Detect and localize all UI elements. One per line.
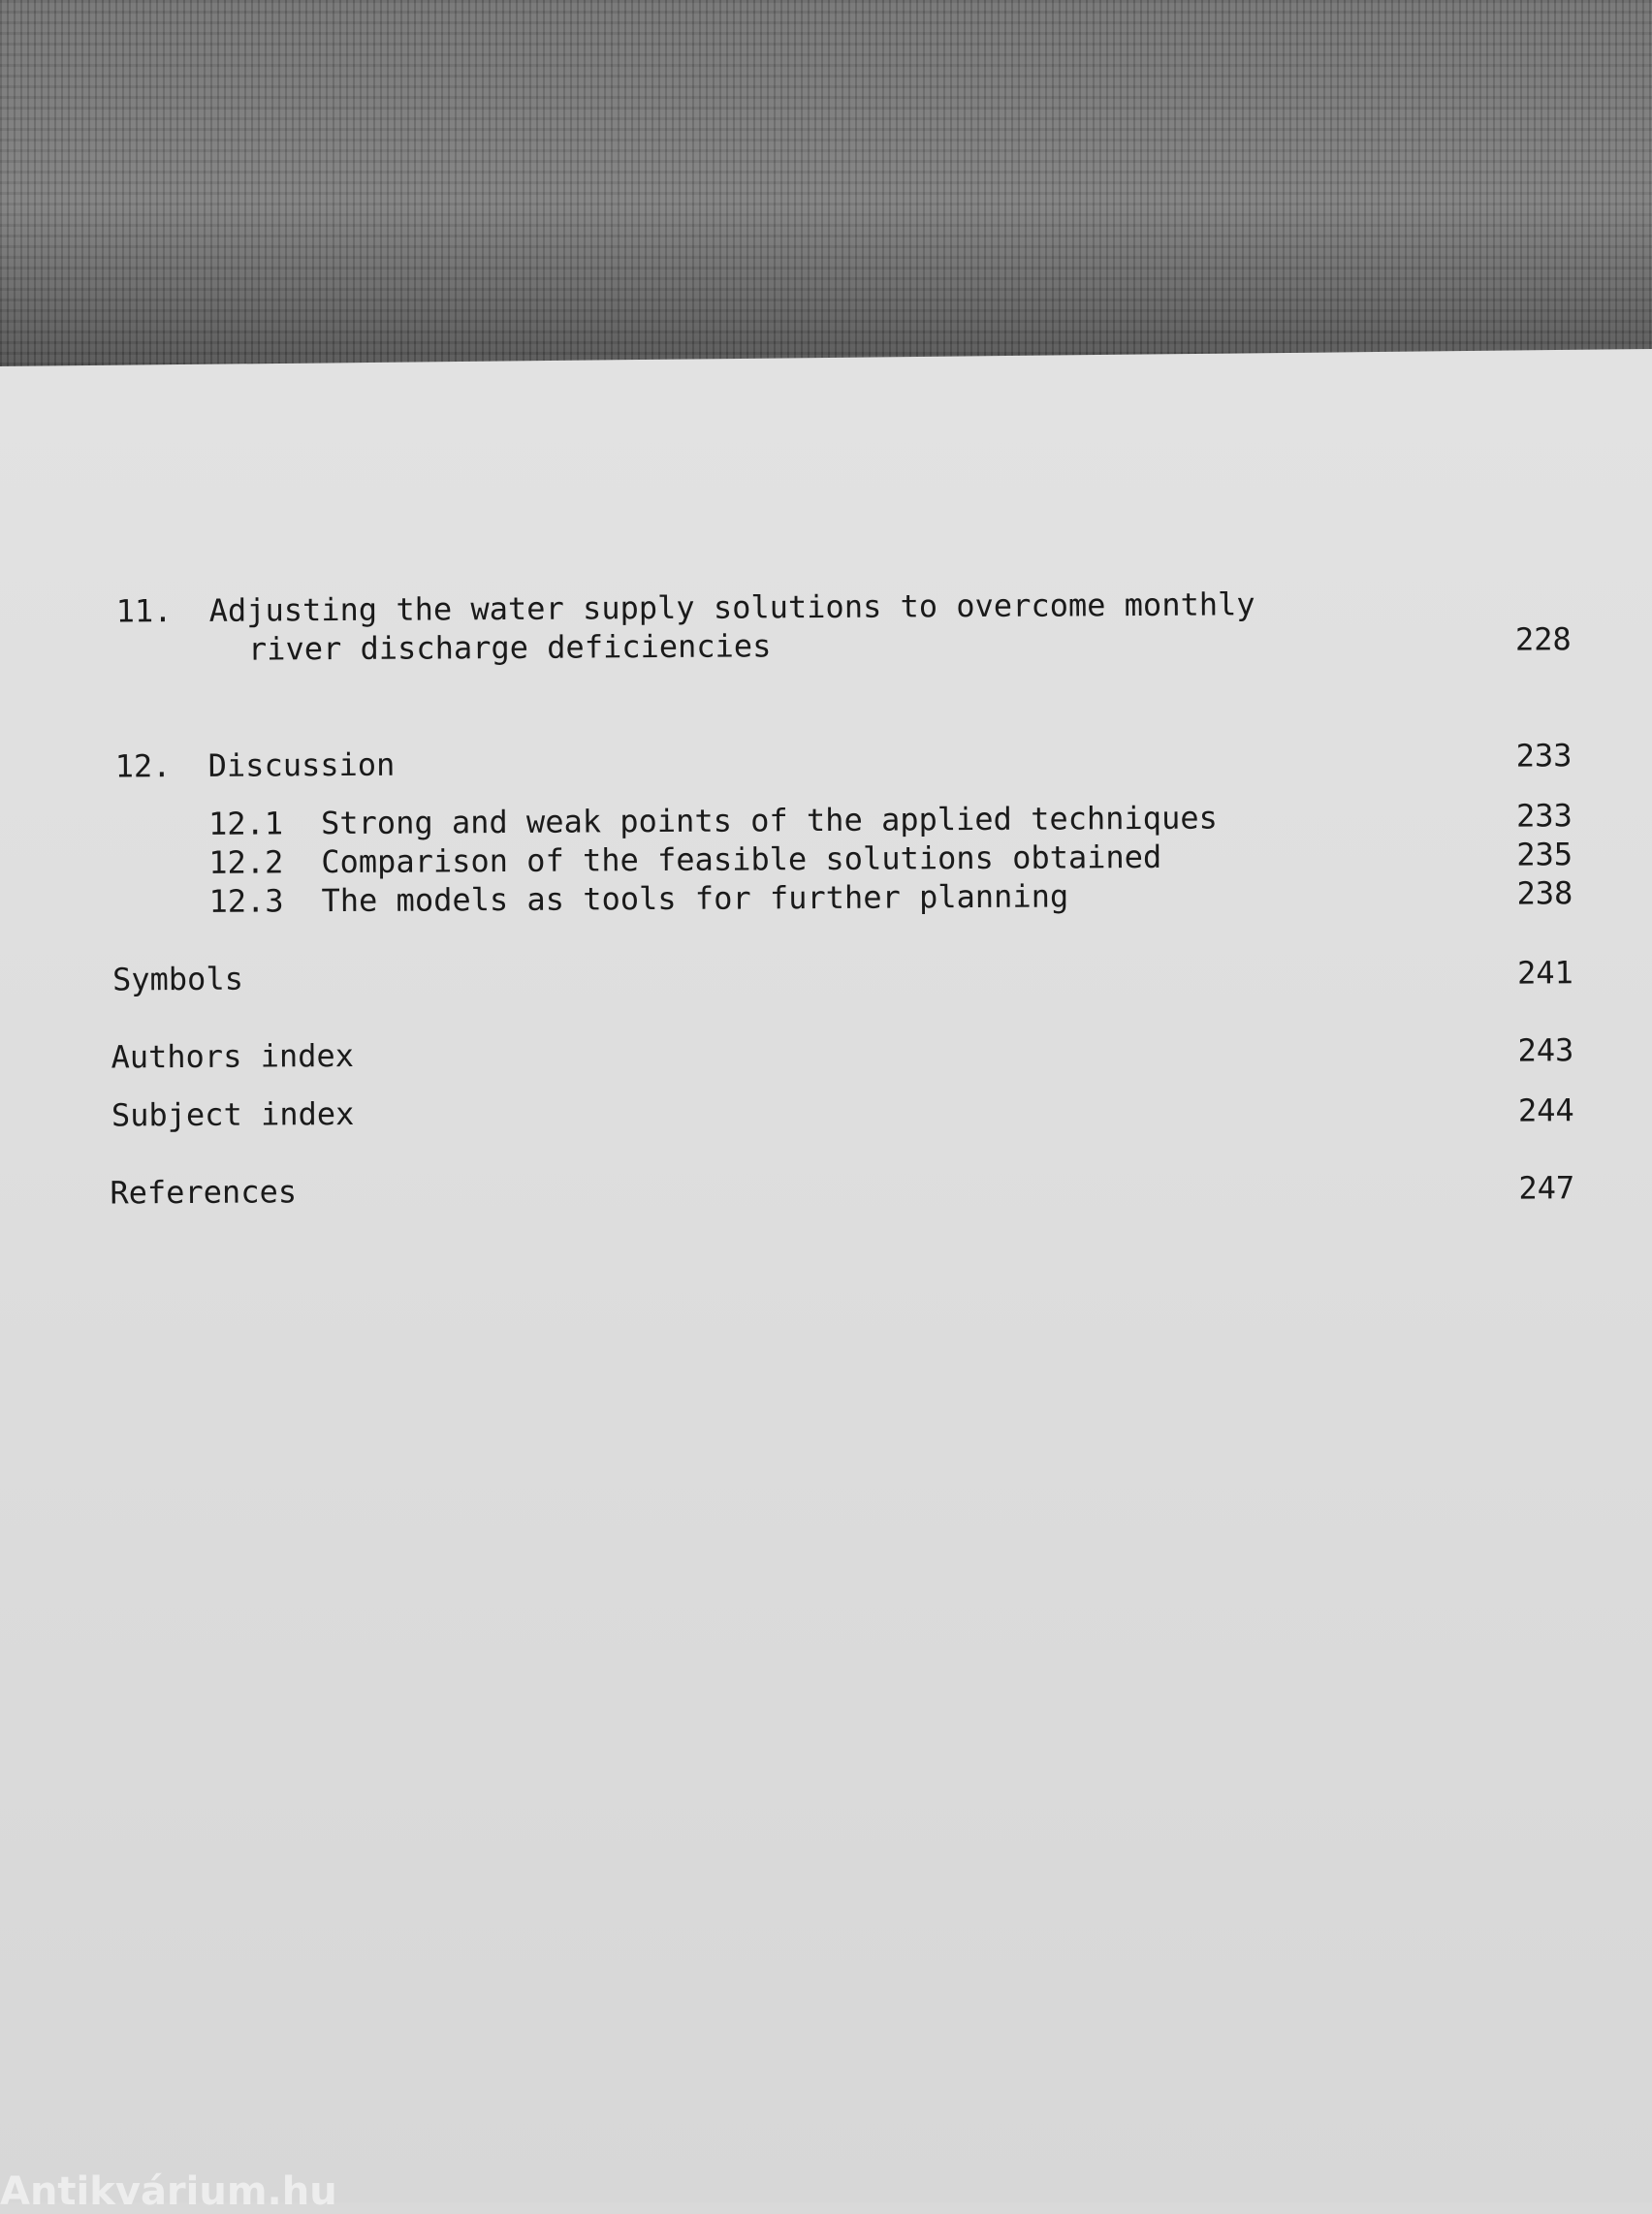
back-matter-title: Authors index <box>111 1036 355 1076</box>
page-number: 233 <box>1515 797 1573 835</box>
page-number: 238 <box>1516 874 1573 912</box>
section-number: 12.3 <box>208 882 284 920</box>
page-number: 235 <box>1516 836 1573 873</box>
back-matter-title: References <box>110 1173 298 1212</box>
chapter-title: Adjusting the water supply solutions to overcome monthly <box>208 585 1255 629</box>
section-number: 12.1 <box>207 805 284 842</box>
page-number: 233 <box>1515 737 1573 775</box>
watermark-logo: Antikvárium.hu <box>0 2169 337 2214</box>
back-matter-title: Symbols <box>111 960 244 998</box>
chapter-title: Discussion <box>207 745 396 784</box>
section-title: The models as tools for further planning <box>321 877 1069 920</box>
section-title: Comparison of the feasible solutions obtained <box>321 838 1162 881</box>
page-number: 228 <box>1514 620 1572 658</box>
page-number: 247 <box>1518 1169 1575 1207</box>
back-matter-title: Subject index <box>111 1094 355 1134</box>
page-number: 243 <box>1517 1031 1574 1069</box>
section-number: 12.2 <box>208 843 284 881</box>
section-title: Strong and weak points of the applied techniques <box>320 799 1218 842</box>
chapter-title-continued: river discharge deficiencies <box>247 627 772 668</box>
page-number: 241 <box>1516 954 1573 992</box>
chapter-number: 12. <box>114 747 172 785</box>
page-number: 244 <box>1517 1091 1574 1129</box>
chapter-number: 11. <box>115 592 173 630</box>
